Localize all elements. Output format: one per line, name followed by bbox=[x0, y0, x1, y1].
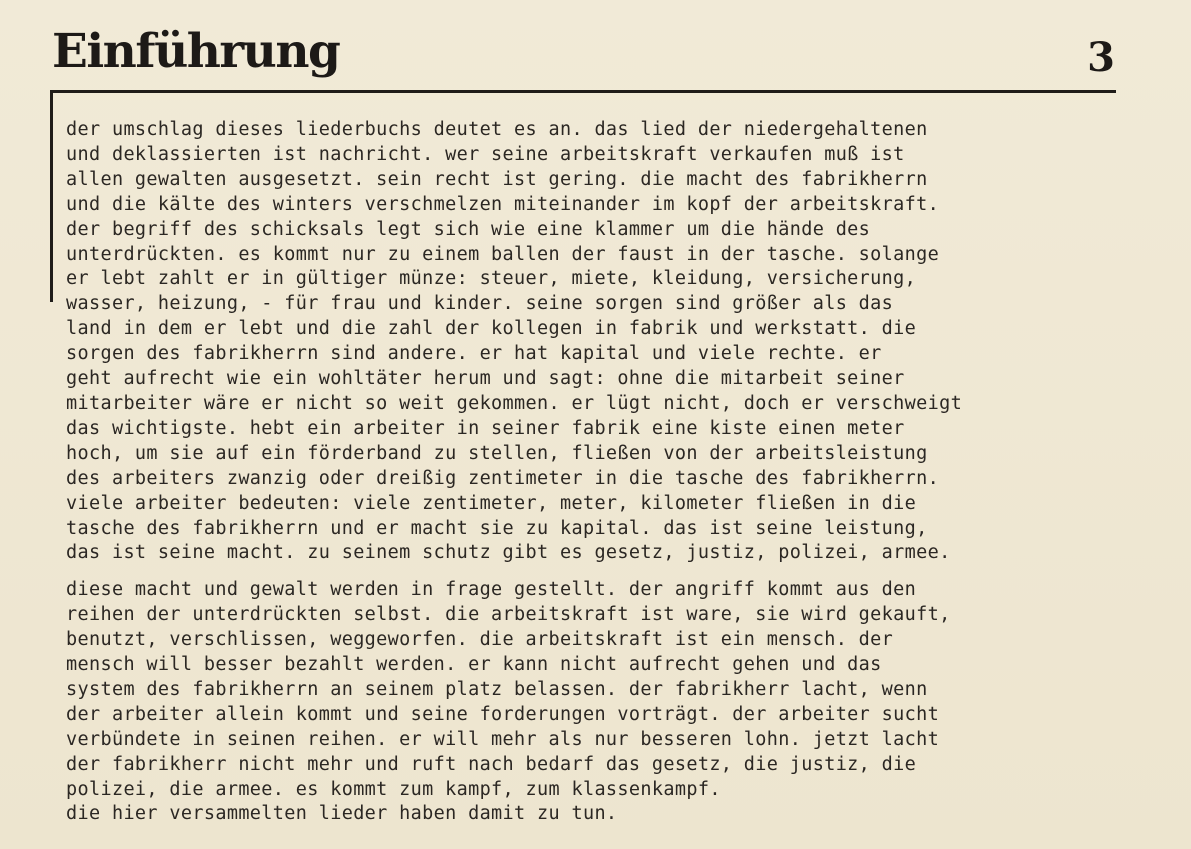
text-line: des arbeiters zwanzig oder dreißig zentimeter in die tasche des fabrikherrn. bbox=[66, 467, 940, 489]
text-line: reihen der unterdrückten selbst. die arbeitskraft ist ware, sie wird gekauft, bbox=[66, 604, 951, 626]
text-line: der begriff des schicksals legt sich wie eine klammer um die hände des bbox=[66, 218, 871, 240]
text-line: wasser, heizung, - für frau und kinder. seine sorgen sind größer als das bbox=[66, 293, 894, 315]
text-line: mensch will besser bezahlt werden. er kann nicht aufrecht gehen und das bbox=[66, 654, 882, 676]
text-line: allen gewalten ausgesetzt. sein recht ist gering. die macht des fabrikherrn bbox=[66, 168, 928, 190]
text-line: system des fabrikherrn an seinem platz belassen. der fabrikherr lacht, wenn bbox=[66, 678, 928, 700]
text-line: das wichtigste. hebt ein arbeiter in seiner fabrik eine kiste einen meter bbox=[66, 417, 905, 439]
text-line: er lebt zahlt er in gültiger münze: steuer, miete, kleidung, versicherung, bbox=[66, 268, 917, 290]
text-line: und deklassierten ist nachricht. wer seine arbeitskraft verkaufen muß ist bbox=[66, 143, 905, 165]
page-title: Einführung bbox=[52, 24, 340, 79]
text-line: sorgen des fabrikherrn sind andere. er hat kapital und viele rechte. er bbox=[66, 343, 882, 365]
text-line: verbündete in seinen reihen. er will mehr als nur besseren lohn. jetzt lacht bbox=[66, 728, 940, 750]
text-line: der fabrikherr nicht mehr und ruft nach bedarf das gesetz, die justiz, die bbox=[66, 753, 917, 775]
margin-bar bbox=[50, 90, 53, 302]
text-line: geht aufrecht wie ein wohltäter herum und sagt: ohne die mitarbeit seiner bbox=[66, 368, 905, 390]
page-number: 3 bbox=[1087, 34, 1115, 81]
body-text bbox=[66, 118, 1156, 827]
text-line: mitarbeiter wäre er nicht so weit gekommen. er lügt nicht, doch er verschweigt bbox=[66, 392, 963, 414]
paragraph-2 bbox=[66, 578, 1156, 827]
text-line: benutzt, verschlissen, weggeworfen. die arbeitskraft ist ein mensch. der bbox=[66, 629, 894, 651]
text-line: unterdrückten. es kommt nur zu einem ballen der faust in der tasche. solange bbox=[66, 243, 940, 265]
text-line: polizei, die armee. es kommt zum kampf, zum klassenkampf. bbox=[66, 778, 721, 800]
text-line: die hier versammelten lieder haben damit zu tun. bbox=[66, 803, 618, 825]
text-line: land in dem er lebt und die zahl der kollegen in fabrik und werkstatt. die bbox=[66, 318, 917, 340]
paragraph-1 bbox=[66, 118, 1156, 566]
text-line: hoch, um sie auf ein förderband zu stellen, fließen von der arbeitsleistung bbox=[66, 442, 928, 464]
text-line: und die kälte des winters verschmelzen miteinander im kopf der arbeitskraft. bbox=[66, 193, 940, 215]
text-line: diese macht und gewalt werden in frage gestellt. der angriff kommt aus den bbox=[66, 579, 917, 601]
text-line: der umschlag dieses liederbuchs deutet es an. das lied der niedergehaltenen bbox=[66, 119, 928, 140]
header-rule bbox=[50, 90, 1116, 93]
text-line: der arbeiter allein kommt und seine forderungen vorträgt. der arbeiter sucht bbox=[66, 703, 940, 725]
text-line: tasche des fabrikherrn und er macht sie zu kapital. das ist seine leistung, bbox=[66, 517, 928, 539]
text-line: viele arbeiter bedeuten: viele zentimeter, meter, kilometer fließen in die bbox=[66, 492, 917, 514]
text-line: das ist seine macht. zu seinem schutz gibt es gesetz, justiz, polizei, armee. bbox=[66, 542, 951, 564]
